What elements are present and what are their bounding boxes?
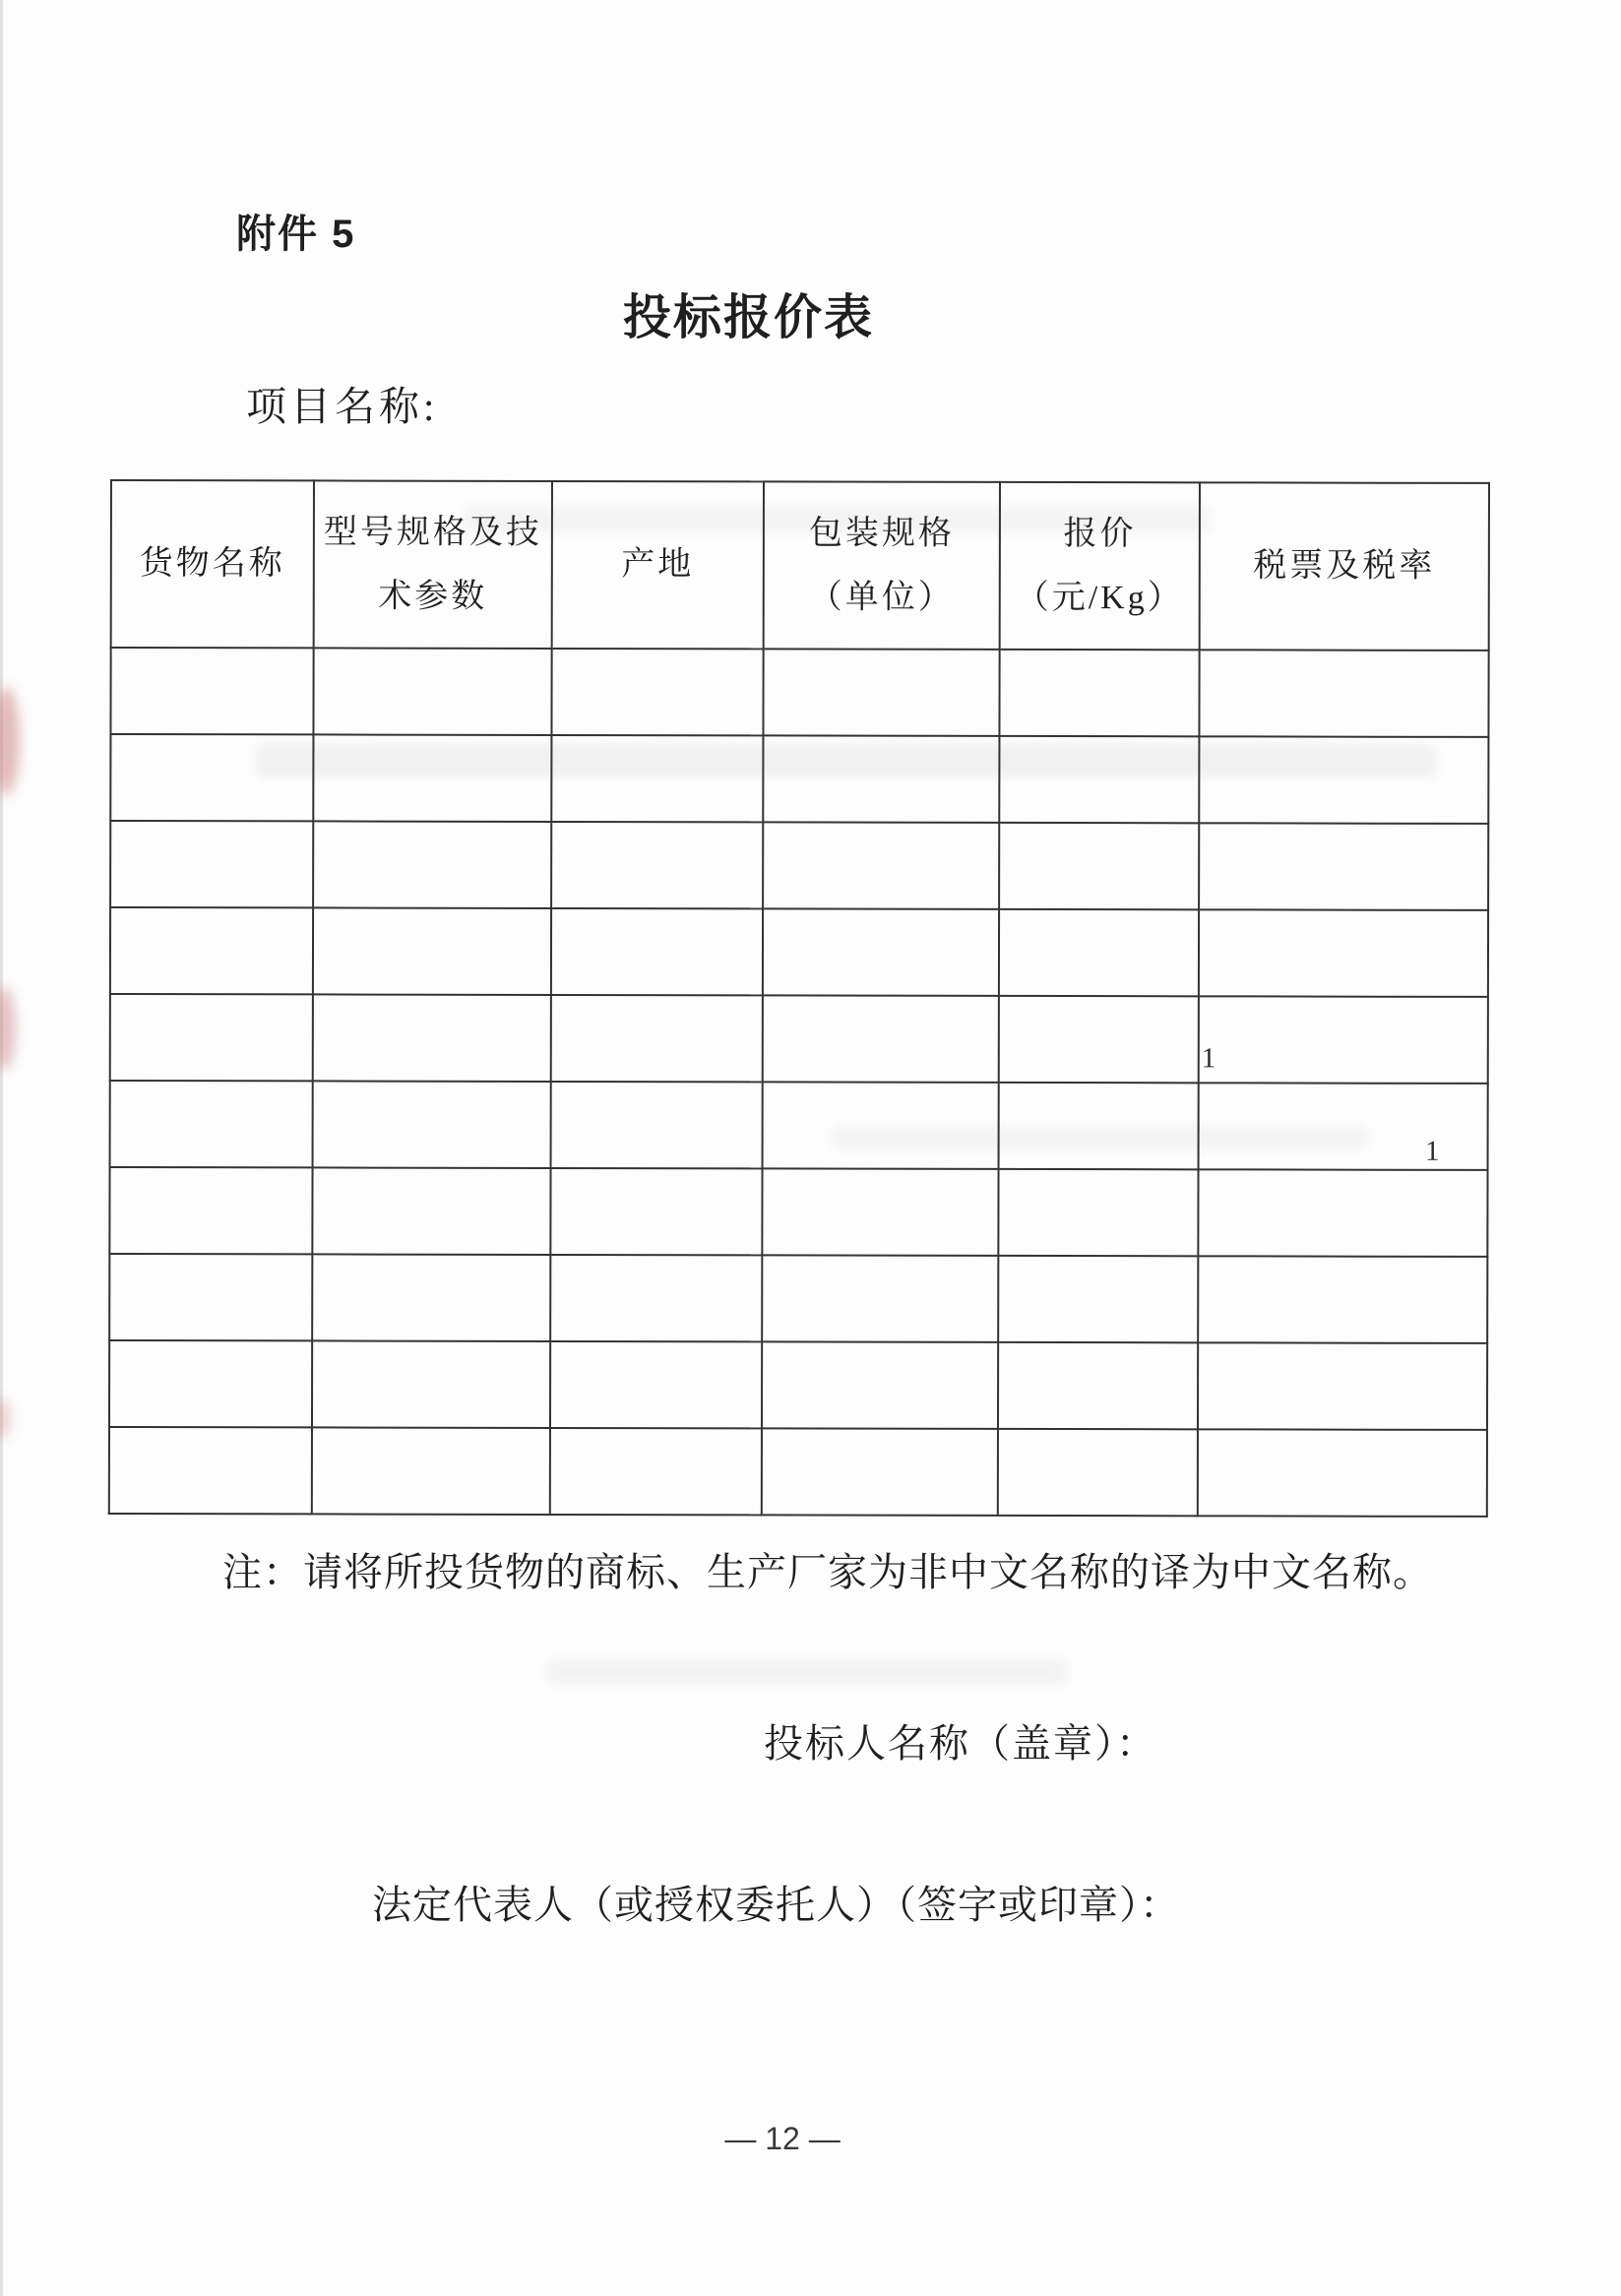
table-cell	[110, 1081, 313, 1167]
table-cell	[1199, 823, 1488, 910]
table-cell	[999, 736, 1199, 823]
bleed-through-artifact	[546, 1659, 1068, 1685]
bid-quotation-table	[108, 479, 1490, 1518]
table-cell	[313, 994, 551, 1082]
table-cell	[998, 1429, 1198, 1516]
table-row	[109, 1340, 1487, 1430]
table-cell	[763, 995, 999, 1083]
note-text: 注：请将所投货物的商标、生产厂家为非中文名称的译为中文名称。	[222, 1550, 1433, 1594]
table-cell	[999, 823, 1199, 909]
table-cell	[762, 1168, 998, 1256]
table-cell	[551, 822, 763, 908]
red-ink-smudge	[0, 687, 20, 795]
column-header-2: 型号规格及技 术参数	[314, 480, 552, 649]
table-cell	[551, 995, 763, 1082]
table-cell	[763, 1082, 999, 1169]
table-cell	[550, 1341, 762, 1428]
column-header-5: 报价 （元/Kg）	[1000, 482, 1200, 650]
table-cell	[550, 1255, 762, 1341]
bidder-seal-label: 投标人名称（盖章）：	[764, 1721, 1157, 1766]
table-cell	[312, 1167, 550, 1255]
table-cell	[762, 1428, 998, 1516]
table-cell	[1198, 1342, 1487, 1430]
table-cell	[313, 1081, 551, 1168]
table-cell	[762, 1255, 998, 1342]
table-cell	[313, 907, 551, 995]
table-cell	[999, 909, 1199, 996]
table-cell	[550, 1428, 762, 1515]
table-cell	[1198, 1256, 1487, 1343]
table-cell	[998, 1342, 1198, 1429]
table-cell	[110, 648, 313, 734]
table-cell	[998, 1169, 1198, 1256]
table-row	[109, 1254, 1487, 1343]
table-row	[110, 734, 1488, 824]
table-cell	[1199, 996, 1488, 1084]
table-cell	[1199, 650, 1488, 737]
table-row	[110, 1081, 1488, 1170]
table-cell	[1199, 1083, 1488, 1170]
table-cell	[763, 735, 999, 823]
table-cell	[109, 1254, 312, 1340]
stray-mark: 1	[1425, 1135, 1440, 1167]
table-cell	[1198, 1429, 1487, 1517]
table-cell	[313, 648, 551, 735]
table-cell	[763, 649, 999, 736]
page-title: 投标报价表	[623, 291, 875, 344]
table-cell	[313, 821, 551, 908]
table-cell	[1199, 909, 1488, 997]
table-row	[109, 1427, 1487, 1517]
table-cell	[550, 1168, 762, 1255]
table-cell	[109, 1167, 312, 1254]
table-cell	[551, 1082, 763, 1168]
table-cell	[999, 650, 1199, 736]
attachment-label: 附件 5	[236, 213, 356, 256]
table-row	[109, 1167, 1487, 1257]
project-name-label: 项目名称:	[246, 384, 439, 429]
table-cell	[109, 1340, 312, 1427]
table-row	[110, 907, 1488, 997]
table-cell	[110, 994, 313, 1081]
column-header-1: 货物名称	[111, 480, 314, 648]
column-header-3: 产地	[552, 481, 764, 649]
table-cell	[551, 735, 763, 822]
table-row	[110, 821, 1488, 910]
legal-representative-label: 法定代表人（或授权委托人）（签字或印章）：	[372, 1883, 1180, 1927]
table-row	[110, 994, 1488, 1084]
table-cell	[1199, 736, 1488, 824]
column-header-6: 税票及税率	[1200, 482, 1489, 651]
table-cell	[763, 822, 999, 909]
table-cell	[998, 1256, 1198, 1342]
table-cell	[110, 734, 313, 821]
table-cell	[763, 908, 999, 996]
table-header-row	[111, 480, 1489, 651]
table-cell	[762, 1341, 998, 1429]
table-cell	[312, 1254, 550, 1341]
scan-edge-line	[0, 0, 3, 2296]
table-cell	[551, 649, 763, 735]
table-cell	[1198, 1169, 1487, 1257]
table-row	[110, 648, 1488, 737]
table-cell	[312, 1340, 550, 1428]
table-cell	[999, 1083, 1199, 1169]
table-cell	[109, 1427, 312, 1514]
stray-mark: 1	[1201, 1042, 1216, 1075]
table-cell	[110, 821, 313, 907]
table-cell	[551, 908, 763, 995]
table-cell	[110, 907, 313, 994]
table-cell	[999, 996, 1199, 1083]
column-header-4: 包装规格 （单位）	[764, 481, 1000, 650]
table-cell	[313, 734, 551, 822]
page-number: — 12 —	[724, 2121, 841, 2156]
table-cell	[312, 1427, 550, 1515]
